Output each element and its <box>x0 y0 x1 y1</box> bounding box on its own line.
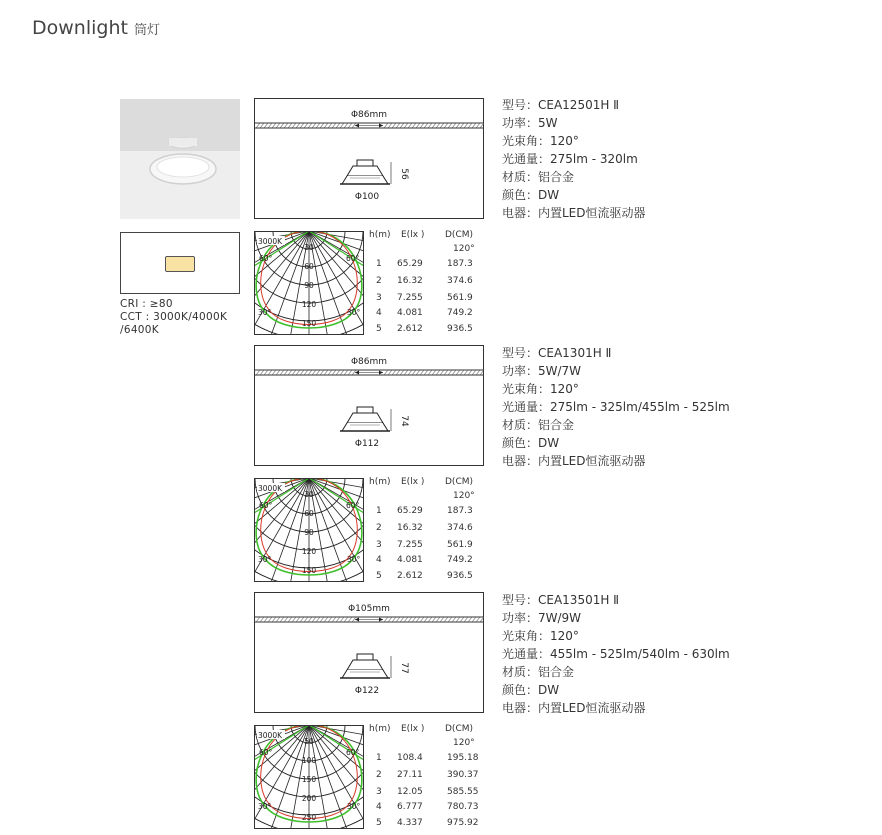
spec-block-3 <box>502 591 730 717</box>
diameter-label: Φ100 <box>354 192 380 202</box>
angle-label-30-left: 30° <box>258 308 272 317</box>
spec-color: 颜色：DW <box>502 188 560 202</box>
opening-label: Φ86mm <box>350 357 388 367</box>
dimension-drawing-2 <box>254 345 484 466</box>
beam-angle: 120° <box>453 738 475 748</box>
d-header: D(CM) <box>445 477 474 487</box>
dimension-drawing-3 <box>254 592 484 713</box>
ring-label: 150 <box>301 566 317 575</box>
ring-label: 100 <box>301 756 317 765</box>
cri-text: CRI : ≥80 <box>120 298 173 310</box>
title-subtitle: 筒灯 <box>133 23 160 38</box>
spec-beam: 光束角：120° <box>502 134 579 148</box>
height-label: 77 <box>399 662 409 674</box>
spec-beam: 光束角：120° <box>502 629 579 643</box>
led-chip-icon <box>165 256 195 272</box>
spec-material: 材质：铝合金 <box>502 665 575 679</box>
cct-label: 3000K <box>258 731 283 740</box>
spec-model: 型号：CEA13501H Ⅱ <box>502 593 620 607</box>
spec-color: 颜色：DW <box>502 683 560 697</box>
ring-label: 250 <box>301 813 317 822</box>
photometric-table-1: h(m) E(lx ) D(CM) 120° 1 65.29 187.3 2 16.32 374.6 3 7.255 561.9 4 4.081 749.2 5 2.612 936.5 <box>369 230 475 334</box>
ring-label: 30 <box>304 490 314 499</box>
cct-text-2: /6400K <box>120 324 159 336</box>
angle-label-30-left: 30° <box>258 802 272 811</box>
ring-label: 120 <box>301 300 317 309</box>
product-photo <box>120 99 240 219</box>
ring-label: 60 <box>304 509 314 518</box>
height-label: 56 <box>399 168 409 180</box>
cct-text-1: CCT : 3000K/4000K <box>120 311 228 323</box>
cct-label: 3000K <box>258 484 283 493</box>
polar-chart-3 <box>254 725 364 829</box>
angle-label-60-right: 60° <box>346 254 360 263</box>
diameter-label: Φ122 <box>354 686 380 696</box>
dimension-drawing-1 <box>254 98 484 219</box>
polar-chart-1 <box>254 231 364 335</box>
beam-angle: 120° <box>453 491 475 501</box>
spec-block-1 <box>502 96 646 222</box>
spec-model: 型号：CEA12501H Ⅱ <box>502 98 620 112</box>
ring-label: 30 <box>304 243 314 252</box>
polar-chart-2 <box>254 478 364 582</box>
led-color-swatch <box>120 232 240 294</box>
angle-label-60-left: 60° <box>259 748 273 757</box>
beam-angle: 120° <box>453 244 475 254</box>
spec-power: 功率：5W <box>502 116 558 130</box>
h-header: h(m) <box>369 724 391 734</box>
opening-label: Φ105mm <box>348 604 390 614</box>
opening-label: Φ86mm <box>350 110 388 120</box>
spec-lumen: 光通量：275lm - 325lm/455lm - 525lm <box>502 400 730 414</box>
ring-label: 120 <box>301 547 317 556</box>
angle-label-60-left: 60° <box>259 254 273 263</box>
angle-label-30-left: 30° <box>258 555 272 564</box>
e-header: E(lx ) <box>401 230 425 240</box>
spec-lumen: 光通量：455lm - 525lm/540lm - 630lm <box>502 647 730 661</box>
photometric-table-3: h(m) E(lx ) D(CM) 120° 1 108.4 195.18 2 27.11 390.37 3 12.05 585.55 4 6.777 780.73 5 4.337 975.92 <box>369 724 479 828</box>
diameter-label: Φ112 <box>354 439 380 449</box>
angle-label-60-right: 60° <box>346 748 360 757</box>
ring-label: 90 <box>304 528 314 537</box>
spec-beam: 光束角：120° <box>502 382 579 396</box>
h-header: h(m) <box>369 230 391 240</box>
spec-color: 颜色：DW <box>502 436 560 450</box>
spec-driver: 电器：内置LED恒流驱动器 <box>502 701 646 715</box>
angle-label-30-right: 30° <box>347 308 361 317</box>
e-header: E(lx ) <box>401 477 425 487</box>
spec-block-2 <box>502 344 730 470</box>
height-label: 74 <box>399 415 409 427</box>
spec-driver: 电器：内置LED恒流驱动器 <box>502 454 646 468</box>
title-text: Downlight <box>32 17 128 39</box>
angle-label-30-right: 30° <box>347 802 361 811</box>
color-spec <box>120 298 227 337</box>
ring-label: 50 <box>304 737 314 746</box>
spec-model: 型号：CEA1301H Ⅱ <box>502 346 612 360</box>
h-header: h(m) <box>369 477 391 487</box>
spec-lumen: 光通量：275lm - 320lm <box>502 152 638 166</box>
ring-label: 150 <box>301 775 317 784</box>
downlight-image <box>120 99 240 219</box>
e-header: E(lx ) <box>401 724 425 734</box>
photometric-table-2: h(m) E(lx ) D(CM) 120° 1 65.29 187.3 2 16.32 374.6 3 7.255 561.9 4 4.081 749.2 5 2.612 936.5 <box>369 477 475 581</box>
spec-material: 材质：铝合金 <box>502 418 575 432</box>
spec-power: 功率：5W/7W <box>502 364 582 378</box>
angle-label-30-right: 30° <box>347 555 361 564</box>
d-header: D(CM) <box>445 724 474 734</box>
d-header: D(CM) <box>445 230 474 240</box>
page-title <box>32 17 160 39</box>
angle-label-60-right: 60° <box>346 501 360 510</box>
spec-power: 功率：7W/9W <box>502 611 582 625</box>
angle-label-60-left: 60° <box>259 501 273 510</box>
spec-material: 材质：铝合金 <box>502 170 575 184</box>
ring-label: 90 <box>304 281 314 290</box>
ring-label: 60 <box>304 262 314 271</box>
spec-driver: 电器：内置LED恒流驱动器 <box>502 206 646 220</box>
ring-label: 200 <box>301 794 317 803</box>
ring-label: 150 <box>301 319 317 328</box>
cct-label: 3000K <box>258 237 283 246</box>
